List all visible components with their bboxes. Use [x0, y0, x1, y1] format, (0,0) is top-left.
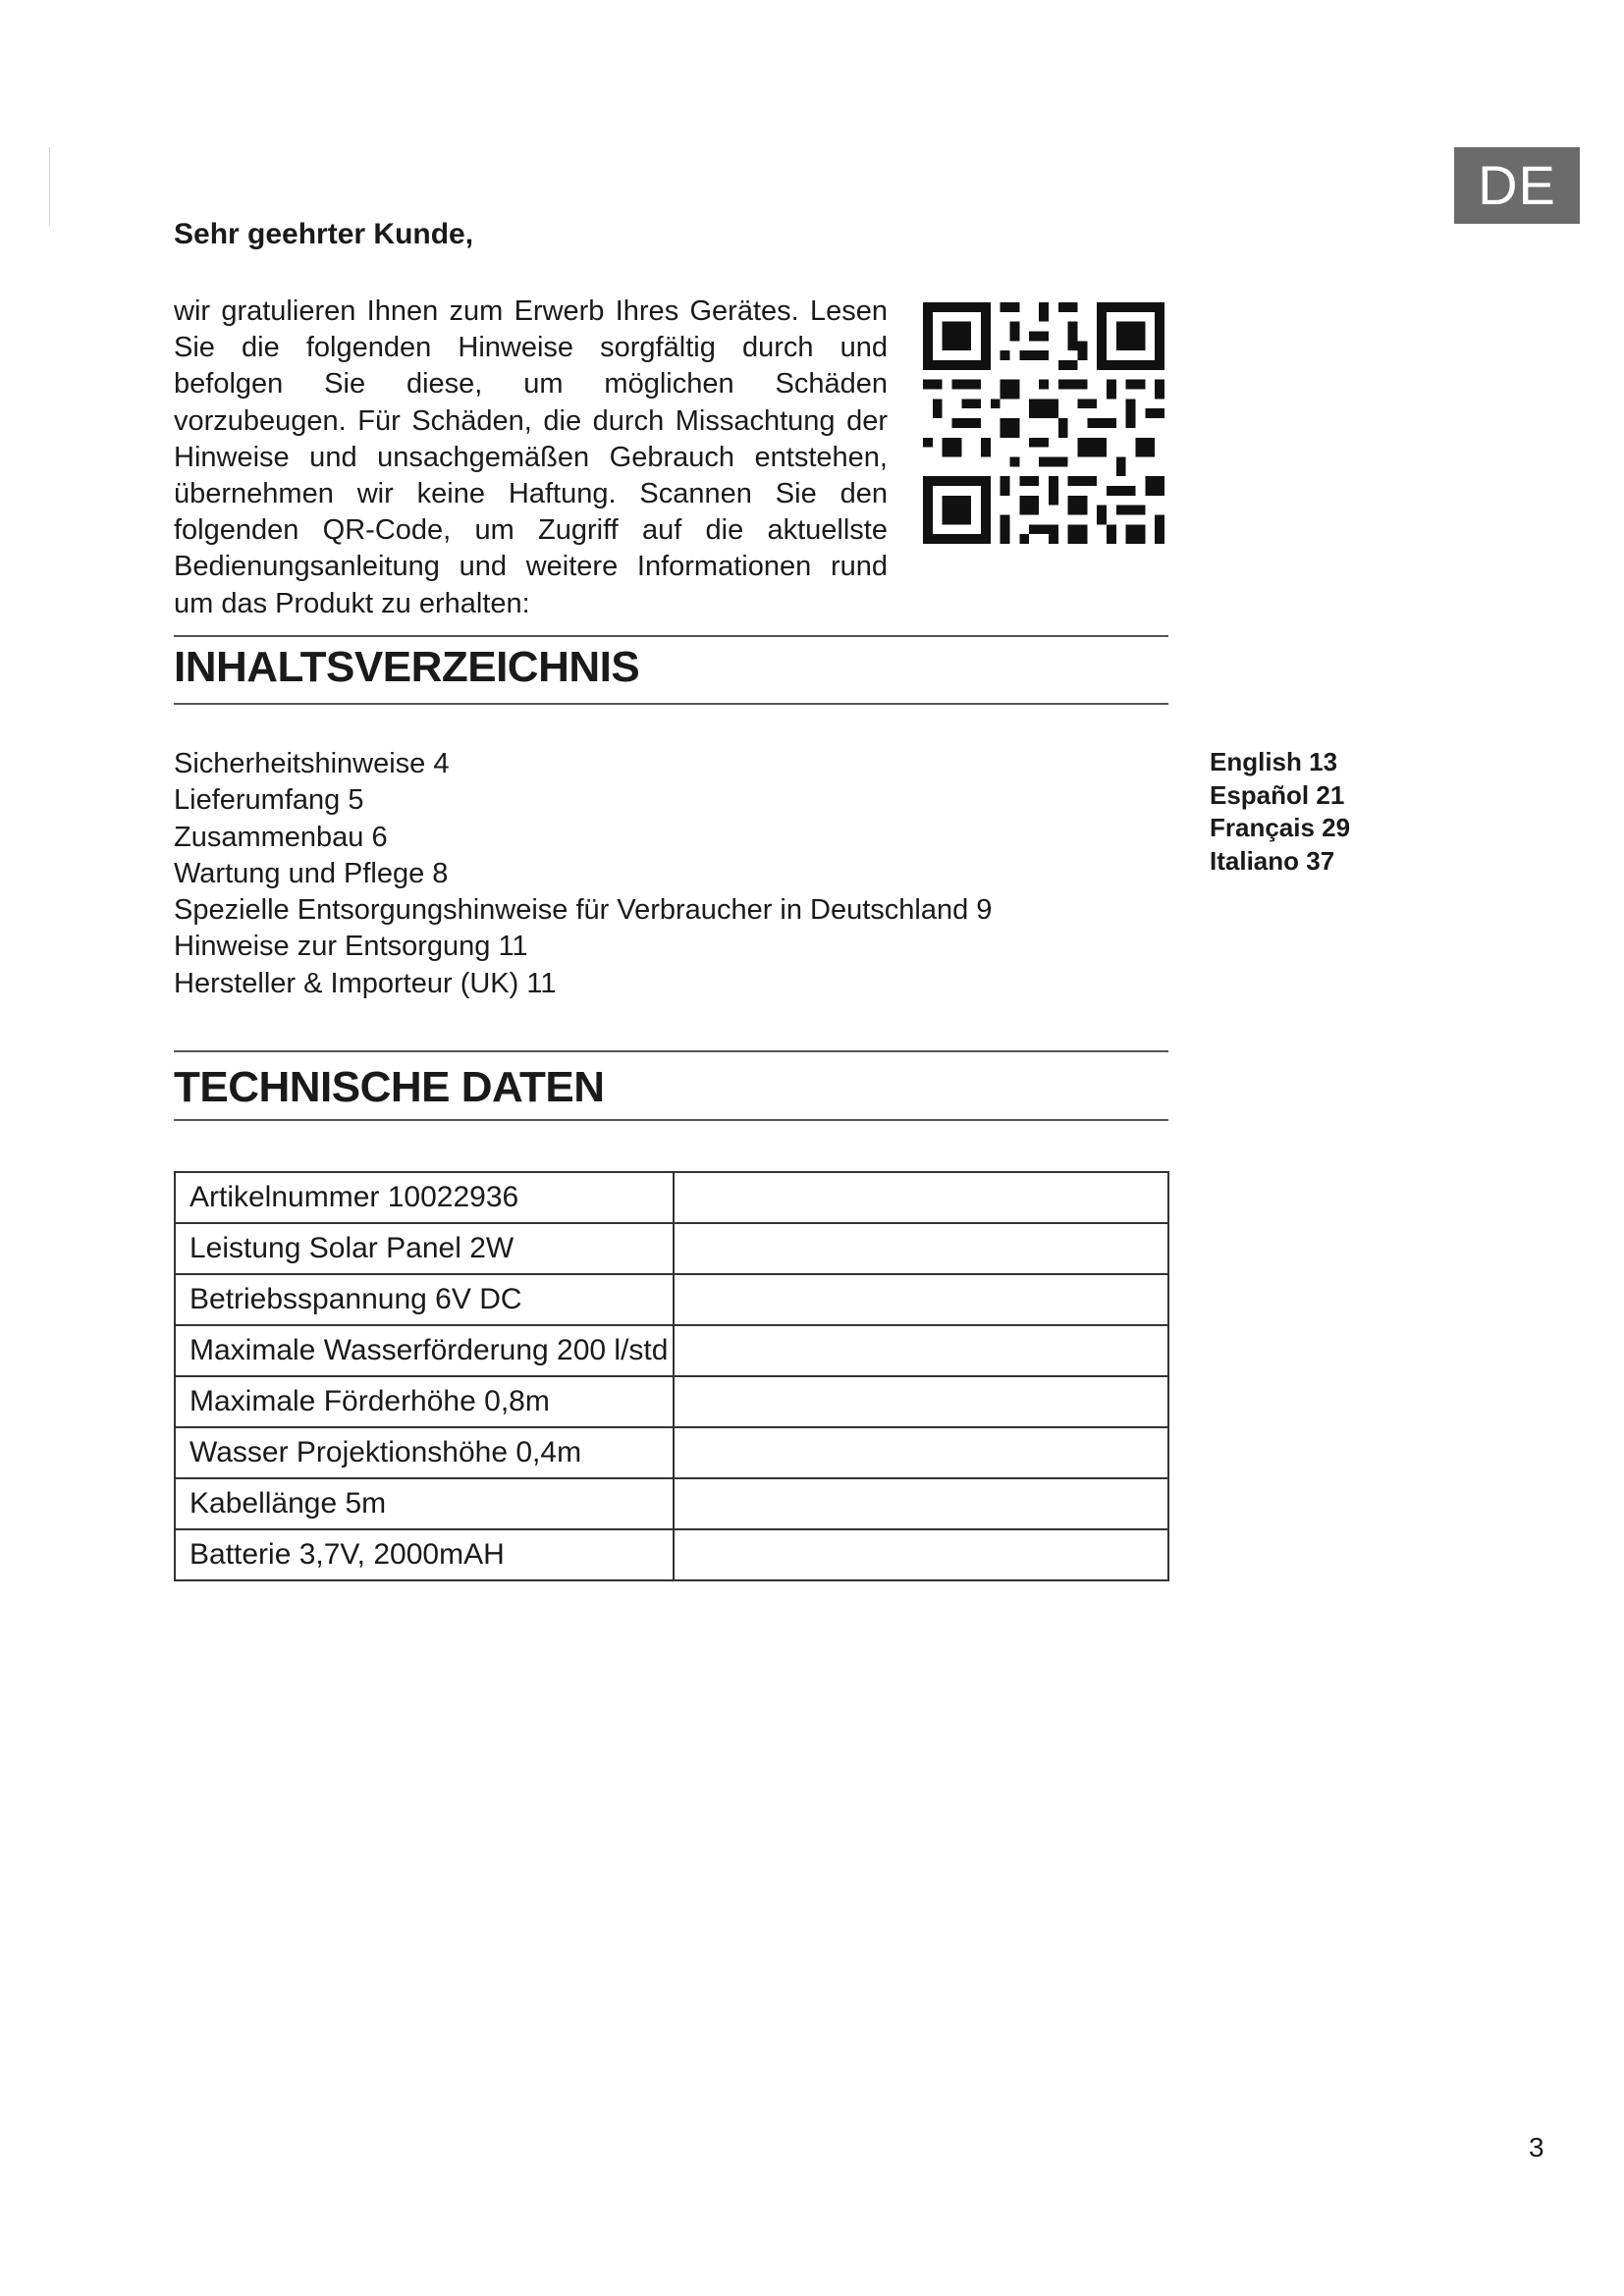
page-number: 3 — [1529, 2132, 1544, 2163]
spec-label: Batterie 3,7V, 2000mAH — [175, 1529, 674, 1580]
language-item: Français 29 — [1210, 813, 1351, 842]
toc-item: Spezielle Entsorgungshinweise für Verbraucher in Deutschland 9 — [174, 894, 993, 927]
other-languages-list — [1210, 746, 1350, 878]
language-item: Español 21 — [1210, 779, 1345, 810]
toc-list — [174, 746, 992, 1002]
table-row — [175, 1478, 1168, 1529]
spec-value — [674, 1529, 1168, 1580]
margin-rule — [49, 147, 50, 226]
specs-rule-top — [174, 1050, 1168, 1052]
specs-rule-bottom — [174, 1119, 1168, 1121]
specs-table — [174, 1171, 1169, 1581]
language-badge: DE — [1454, 147, 1580, 224]
intro-text: wir gratulieren Ihnen zum Erwerb Ihres Gerätes. Lesen Sie die folgenden Hinweise sorgfältig durch und befolgen Sie diese, um möglichen Schäden vorzubeugen. Für Schäden, die durch Missachtung der Hinweise und unsachgemäßen Gebrauch entstehen, übernehmen wir keine Haftung. Scannen Sie den folgenden QR-Code, um Zugriff auf die aktuellste Bedienungsanleitung und weitere Informationen rund um das Produkt zu erhalten: — [174, 295, 888, 619]
table-row — [175, 1427, 1168, 1478]
table-row — [175, 1172, 1168, 1223]
spec-label: Artikelnummer 10022936 — [175, 1172, 674, 1223]
toc-item: Sicherheitshinweise 4 — [174, 748, 450, 779]
spec-value — [674, 1325, 1168, 1376]
spec-label: Betriebsspannung 6V DC — [175, 1274, 674, 1325]
spec-value — [674, 1478, 1168, 1529]
spec-label: Kabellänge 5m — [175, 1478, 674, 1529]
spec-value — [674, 1223, 1168, 1274]
toc-heading: INHALTSVERZEICHNIS — [174, 643, 640, 691]
toc-item: Zusammenbau 6 — [174, 821, 388, 853]
toc-item: Hersteller & Importeur (UK) 11 — [174, 967, 557, 999]
spec-label: Maximale Förderhöhe 0,8m — [175, 1376, 674, 1427]
toc-item: Lieferumfang 5 — [174, 784, 364, 817]
language-item: Italiano 37 — [1210, 845, 1335, 876]
spec-label: Leistung Solar Panel 2W — [175, 1223, 674, 1274]
table-row — [175, 1529, 1168, 1580]
table-row — [175, 1223, 1168, 1274]
spec-value — [674, 1376, 1168, 1427]
greeting: Sehr geehrter Kunde, — [174, 218, 474, 250]
language-item: English 13 — [1210, 747, 1338, 776]
table-row — [175, 1376, 1168, 1427]
qr-code-icon — [923, 302, 1164, 544]
spec-value — [674, 1427, 1168, 1478]
toc-item: Hinweise zur Entsorgung 11 — [174, 931, 528, 963]
toc-rule-bottom — [174, 703, 1168, 705]
table-row — [175, 1325, 1168, 1376]
toc-item: Wartung und Pflege 8 — [174, 857, 449, 889]
spec-value — [674, 1172, 1168, 1223]
spec-label: Maximale Wasserförderung 200 l/std — [175, 1325, 674, 1376]
spec-label: Wasser Projektionshöhe 0,4m — [175, 1427, 674, 1478]
spec-value — [674, 1274, 1168, 1325]
table-row — [175, 1274, 1168, 1325]
toc-rule-top — [174, 635, 1168, 637]
specs-heading: TECHNISCHE DATEN — [174, 1063, 605, 1111]
